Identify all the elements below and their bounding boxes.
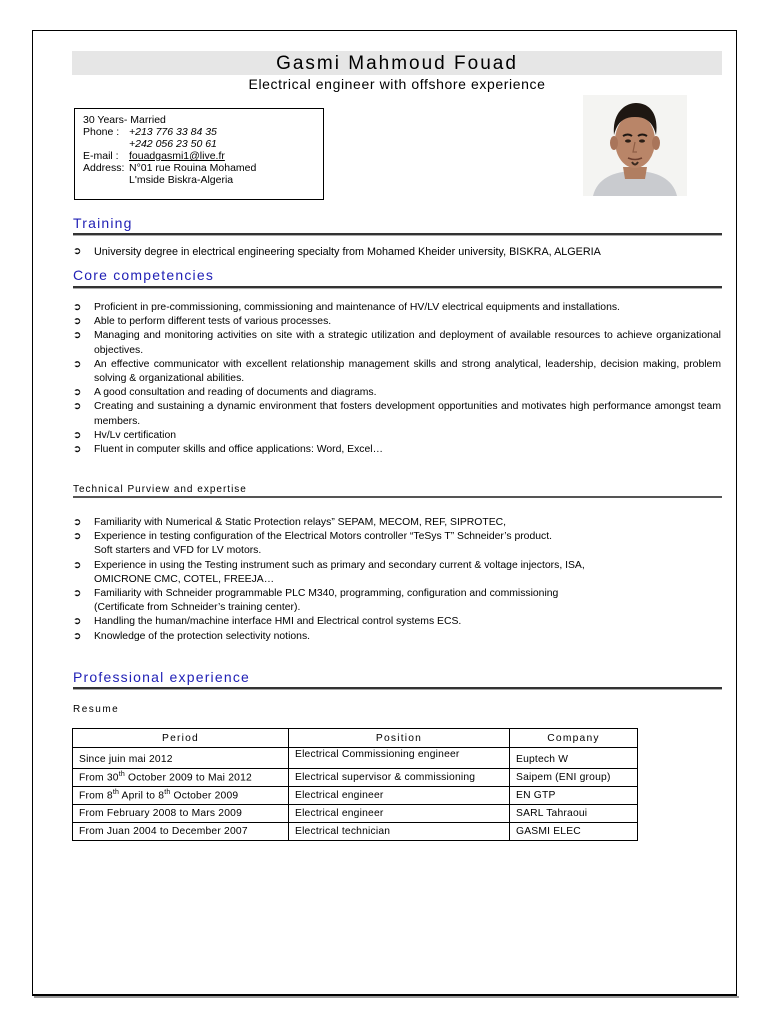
section-title-training: Training: [73, 215, 133, 231]
col-header-position: Position: [289, 729, 510, 748]
cell-position: Electrical Commissioning engineer: [289, 748, 510, 769]
cell-position: Electrical engineer: [289, 805, 510, 823]
cell-period: From Juan 2004 to December 2007: [73, 823, 289, 841]
table-row: [73, 769, 638, 787]
arrow-bullet-icon: ➲: [73, 246, 82, 257]
arrow-bullet-icon: ➲: [73, 444, 82, 456]
phone-label: Phone :: [83, 126, 120, 138]
core-list: [73, 301, 721, 457]
section-rule-technical: [73, 496, 722, 498]
list-item: ➲ Handling the human/machine interface HMI and Electrical control systems ECS.: [73, 615, 721, 629]
cell-company: Saipem (ENI group): [510, 769, 638, 787]
email-link[interactable]: fouadgasmi1@live.fr: [129, 150, 225, 162]
section-rule-core: [73, 286, 722, 289]
address-label: Address:: [83, 162, 125, 174]
list-item: ➲ A good consultation and reading of documents and diagrams.: [73, 386, 721, 400]
address-line-2: L'mside Biskra-Algeria: [129, 174, 234, 186]
candidate-title: Electrical engineer with offshore experience: [248, 76, 546, 92]
arrow-bullet-icon: ➲: [73, 387, 82, 399]
list-item: ➲ Experience in using the Testing instrument such as primary and secondary current & voltage injectors, ISA, OMICRONE CMC, COTEL, FREEJA…: [73, 559, 585, 585]
cell-position: Electrical supervisor & commissioning: [289, 769, 510, 787]
list-item: ➲ Experience in testing configuration of the Electrical Motors controller “TeSys T” Schneider’s product. Soft starters and VFD for LV motors.: [73, 531, 552, 557]
table-row: [73, 748, 638, 769]
table-header-row: [73, 729, 638, 748]
cell-company: Euptech W: [510, 748, 638, 769]
section-title-core: Core competencies: [73, 267, 215, 283]
age-status: 30 Years- Married: [83, 114, 166, 126]
cell-company: SARL Tahraoui: [510, 805, 638, 823]
candidate-name: Gasmi Mahmoud Fouad: [72, 51, 722, 75]
arrow-bullet-icon: ➲: [73, 429, 82, 441]
list-item: ➲ Familiarity with Schneider programmable PLC M340, programming, configuration and commissioning (Certificate from Schneider’s training center).: [73, 588, 559, 614]
cell-position: Electrical engineer: [289, 787, 510, 805]
arrow-bullet-icon: ➲: [73, 559, 82, 571]
email-row: [83, 150, 315, 162]
list-item: ➲ Familiarity with Numerical & Static Protection relays” SEPAM, MECOM, REF, SIPROTEC,: [73, 516, 721, 530]
profile-photo: [583, 95, 687, 196]
contact-box: [74, 108, 324, 200]
list-item: ➲ Creating and sustaining a dynamic environment that fosters development opportunities and motivates high performance amongst team members.: [73, 401, 721, 427]
cell-company: EN GTP: [510, 787, 638, 805]
cell-period: From February 2008 to Mars 2009: [73, 805, 289, 823]
table-row: [73, 805, 638, 823]
arrow-bullet-icon: ➲: [73, 316, 82, 328]
cell-period: From 30th October 2009 to Mai 2012: [73, 769, 289, 787]
arrow-bullet-icon: ➲: [73, 531, 82, 543]
col-header-period: Period: [73, 729, 289, 748]
section-title-experience: Professional experience: [73, 669, 251, 685]
page-shadow: [34, 996, 739, 998]
section-rule-experience: [73, 687, 722, 690]
arrow-bullet-icon: ➲: [73, 302, 82, 313]
list-item: ➲ An effective communicator with excellent relationship management skills and strong analytical, leadership, decision making, problem solving & organizational abilities.: [73, 358, 721, 385]
arrow-bullet-icon: ➲: [73, 358, 82, 370]
list-item: ➲ Hv/Lv certification: [73, 429, 721, 443]
address-row: [83, 162, 315, 174]
phone-row-2: [83, 138, 315, 150]
technical-list: [73, 516, 721, 644]
list-item: ➲ Able to perform different tests of various processes.: [73, 315, 721, 329]
phone-1: +213 776 33 84 35: [129, 126, 217, 138]
phone-row: [83, 126, 315, 138]
table-row: [73, 787, 638, 805]
cell-period: Since juin mai 2012: [73, 748, 289, 769]
phone-2: +242 056 23 50 61: [129, 138, 217, 150]
email-label: E-mail :: [83, 150, 119, 162]
cell-position: Electrical technician: [289, 823, 510, 841]
cell-company: GASMI ELEC: [510, 823, 638, 841]
arrow-bullet-icon: ➲: [73, 630, 82, 642]
col-header-company: Company: [510, 729, 638, 748]
resume-label: Resume: [73, 704, 120, 715]
arrow-bullet-icon: ➲: [73, 330, 82, 342]
arrow-bullet-icon: ➲: [73, 588, 82, 600]
section-rule-training: [73, 233, 722, 236]
arrow-bullet-icon: ➲: [73, 616, 82, 628]
list-item: ➲ University degree in electrical engineering specialty from Mohamed Kheider university, BISKRA, ALGERIA: [73, 246, 601, 258]
table-row: [73, 823, 638, 841]
section-title-technical: Technical Purview and expertise: [73, 484, 247, 495]
address-line-1: N°01 rue Rouina Mohamed: [129, 162, 257, 174]
list-item: ➲ Knowledge of the protection selectivity notions.: [73, 630, 721, 644]
list-item: ➲ Fluent in computer skills and office applications: Word, Excel…: [73, 443, 721, 457]
arrow-bullet-icon: ➲: [73, 401, 82, 413]
experience-table: [72, 728, 638, 841]
arrow-bullet-icon: ➲: [73, 517, 82, 528]
list-item: ➲ Proficient in pre-commissioning, commissioning and maintenance of HV/LV electrical equipments and installations.: [73, 301, 721, 315]
training-list: [73, 245, 721, 259]
cell-period: From 8th April to 8th October 2009: [73, 787, 289, 805]
address-row-2: [83, 174, 315, 186]
list-item: ➲ Managing and monitoring activities on site with a strategic utilization and deployment of available resources to achieve organizational objectives.: [73, 330, 721, 356]
